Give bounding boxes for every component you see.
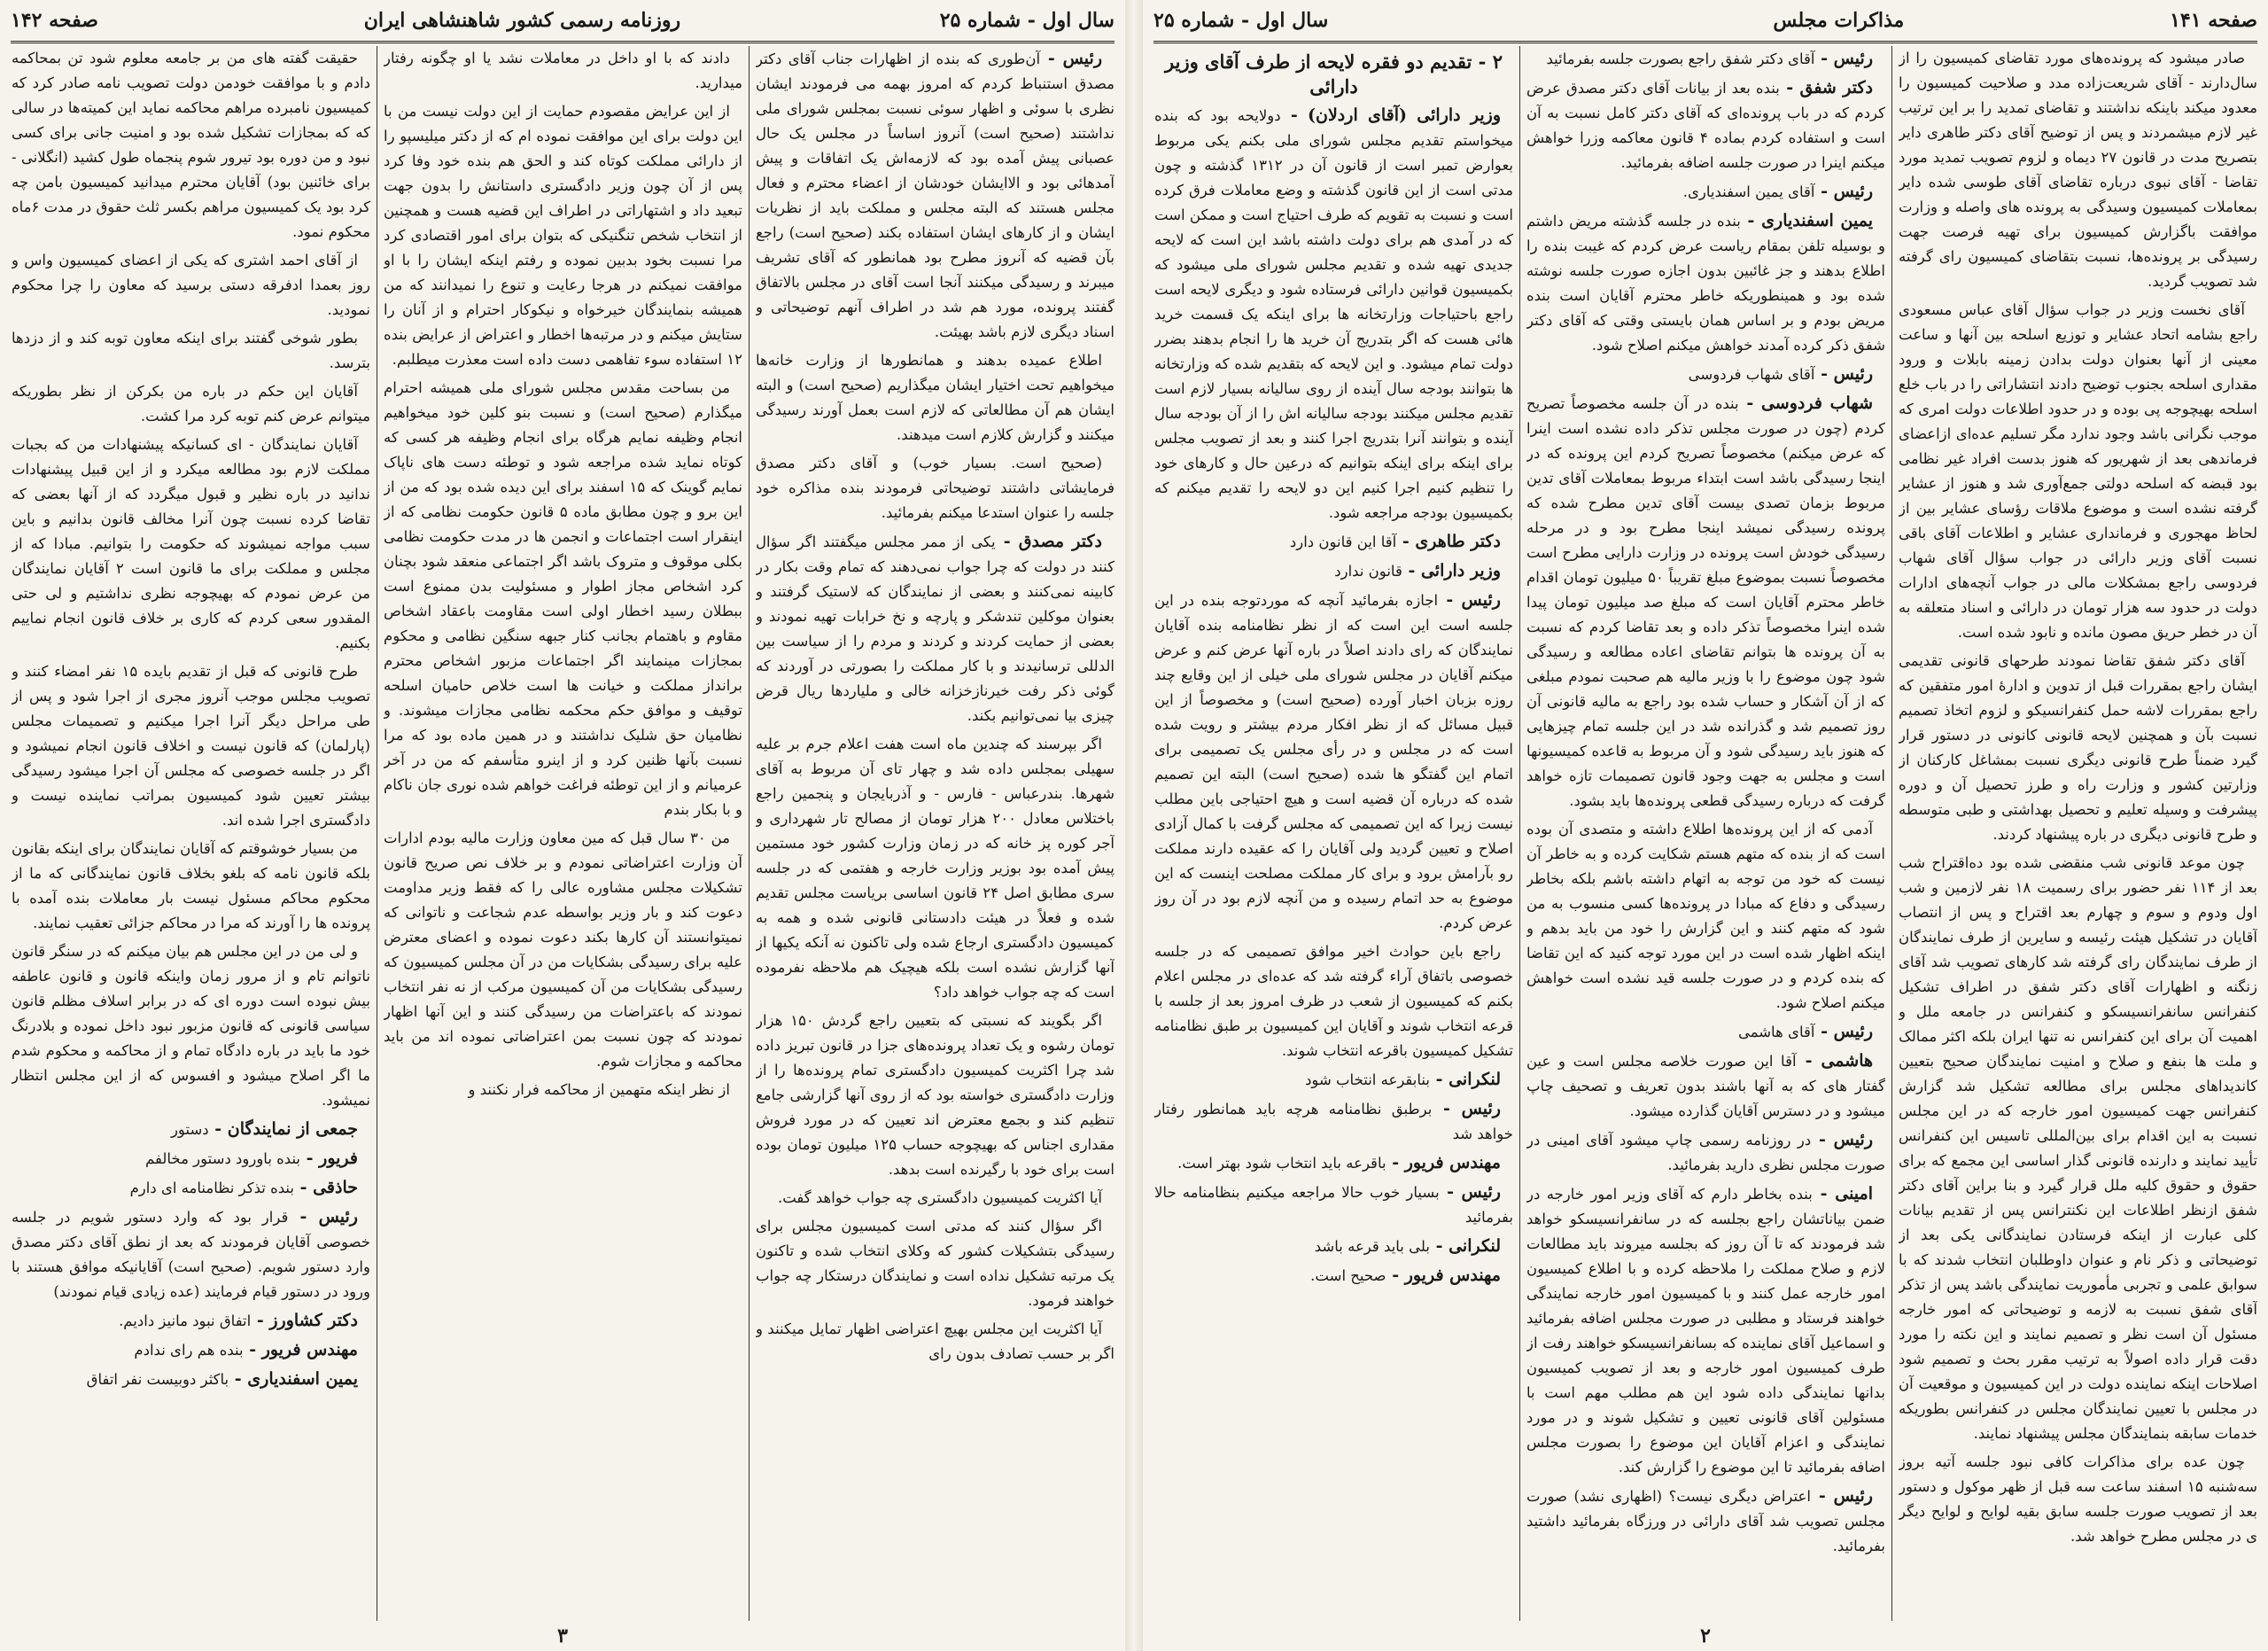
- article-paragraph: [1526, 208, 1885, 358]
- speaker-name: وزیر دارائی (آقای اردلان) -: [1280, 105, 1502, 125]
- paragraph-text: بنابقرعه انتخاب شود: [1305, 1071, 1430, 1088]
- article-paragraph: [12, 379, 370, 429]
- speaker-name: هاشمی -: [1796, 1051, 1874, 1071]
- speaker-name: امینی -: [1812, 1184, 1873, 1203]
- article-paragraph: [12, 1367, 370, 1392]
- paragraph-text: آیا اکثریت این مجلس بهیچ اعتراضی اظهار تمایل میکنند و اگر بر حسب تصادف بدون رای: [756, 1320, 1115, 1362]
- article-paragraph: [384, 46, 742, 96]
- paragraph-text: بنده باورود دستور مخالفم: [145, 1150, 301, 1167]
- paragraph-text: قرار بود که وارد دستور شویم در جلسه خصوصی آقایان فرمودند که بعد از نطق آقای دکتر مصدق وارد دستور شویم. (صحیح است) آقایانیکه موافق هستند با ورود در دستور قیام فرمایند (عده زیادی قیام نمودند): [12, 1209, 370, 1300]
- article-paragraph: [12, 1337, 370, 1363]
- article-paragraph: [1154, 1067, 1513, 1093]
- section-heading: ۲ - تقدیم دو فقره لایحه از طرف آقای وزیر دارائی: [1165, 51, 1503, 97]
- article-paragraph: [384, 1078, 742, 1102]
- paragraph-text: در روزنامه رسمی چاپ میشود آقای امینی در صورت مجلس نظری دارید بفرمائید.: [1526, 1132, 1885, 1173]
- article-paragraph: [1154, 939, 1513, 1063]
- article-paragraph: [1899, 649, 2257, 847]
- article-paragraph: [1154, 1150, 1513, 1176]
- paragraph-text: آقا این صورت خلاصه مجلس است و عین گفتار های که به آنها باشند بدون تعریف و تصحیف چاپ میشود و در دسترس آقایان گذارده میشود.: [1526, 1053, 1885, 1119]
- paragraph-text: دولایحه بود که بنده میخواستم تقدیم مجلس شورای ملی بکنم یکی مربوط بعوارض تمبر است از قانون آن در ۱۳۱۲ گذشته و چون مدتی است از این قانون گذشته و وضع معاملات فرق کرده است و نسبت به تقویم که طرف احتیاج است و ممکن است که در آمدی هم برای دولت داشته باشد این است که لایحه جدیدی تهیه شده و تقدیم مجلس شورای ملی میشود که بکمیسیون قوانین دارائی فرستاده شود و دیگری لایحه است راجع باحتیاجات وزارتخانه ها برای اینکه یک قسمت خرید هائی هست که اگر بتدریج آن خرید ها را انجام بدهند بضرر دولت تمام میشود. و این لایحه که بتقدیم شده که وزارتخانه ها بتوانند بودجه سال آینده از روی سالیانه بسیار لازم است تقدیم مجلس میکنند بودجه سالیانه اش را از آن بودجه سال آینده و بتوانند آنرا بتدریج اجرا کنند و بعد از تصویب مجلس برای اینکه برای اینکه بتوانیم که درعین حال و کارهای خود را تنظیم کنیم اجرا کنیم این دو لایحه را تقدیم میکنم که بکمیسیون بودجه مراجعه شود.: [1154, 107, 1513, 521]
- article-paragraph: [12, 46, 370, 245]
- article-paragraph: [756, 1009, 1115, 1182]
- article-paragraph: [12, 939, 370, 1113]
- speaker-name: رئیس -: [1040, 49, 1102, 68]
- paragraph-text: اجازه بفرمائید آنچه که موردتوجه بنده در این جلسه است این است که از نظر نظامنامه بنده آقایان نمایندگان که رای دادند اصلاً در باره آنها عرض کنم و عرض میکنم آقایان در مجلس شورای ملی خیلی از این وقایع چند روزه بزبان اخبار آورده (صحیح است) و مخصوصاً از این قبیل مسائل که از نظر افکار مردم بیشتر و رویت شده است که در مجلس و در رأی مجلس یک تصمیمی برای اتمام این گفتگو ها شده (صحیح است) البته این تصمیم شده که درباره آن قضیه است و هیچ احتیاجی باین مطلب نیست زیرا که این تصمیمی که مجلس گرفت با کمال آزادی اصلاح و تعیین گردید ولی آقایان را که عقیده دارند مملکت رو بآرامش برود و برای کار مملکت مصلحت اینست که این موضوع به حد اتمام رسیده و من آنچه لازم بود در آن روز عرض کردم.: [1154, 592, 1513, 931]
- speaker-name: دکتر کشاورز -: [251, 1311, 358, 1330]
- paragraph-text: باقرعه باید انتخاب شود بهتر است.: [1177, 1155, 1386, 1172]
- paragraph-text: حقیقت گفته های من بر جامعه معلوم شود تن بمحاکمه دادم و با موافقت خودمن دولت تصویب نامه صادر کرد که کمیسیون نامبرده مراهم محاکمه نماید این کمیته‌ها در سالی که که بمجازات تشکیل شده بود و امنیت جانی برای کسی نبود و من دوره بود تیرور شوم پنجماه طول کشید (انگلانی - برای خائنین بود) آقایان محترم میدانید کمیسیون بامن چه کرد بود یک کمیسیون مراهم بکسر ثلث حقوق در مدت ۶ماه محکوم نمود.: [12, 50, 370, 240]
- speaker-name: رئیس -: [1432, 1099, 1501, 1118]
- speaker-name: مهندس فریور -: [243, 1340, 358, 1359]
- speaker-name: رئیس -: [1814, 182, 1873, 201]
- article-paragraph: [1899, 46, 2257, 294]
- speaker-name: مهندس فریور -: [1386, 1266, 1501, 1285]
- speaker-name: لنکرانی -: [1429, 1070, 1501, 1089]
- speaker-name: رئیس -: [1810, 1486, 1873, 1506]
- paragraph-text: آقا این قانون دارد: [1289, 533, 1397, 550]
- article-paragraph: [1526, 1484, 1885, 1559]
- paragraph-text: بسیار خوب حالا مراجعه میکنیم بنظامنامه حالا بفرمائید: [1154, 1184, 1513, 1226]
- paragraph-text: صادر میشود که پرونده‌های مورد تقاضای کمیسیون را از سال‌دارند - آقای شریعت‌زاده مدد و صلاحیت کمیسیون را معدود میکند باینکه نداشتند و تقاضای تمدید را بر این ترتیب غیر لازم میشمردند و پس از توضیح آقای دکتر طاهری دایر بتصریح مدت در قانون ۲۷ دیماه و لزوم تصویب تمدید مورد تقاضا - آقای نبوی درباره تقاضای آقای طوسی شده دایر بمعاملات کمیسیون وسیدگی به پرونده های واصله و وزارت موافقت باگزارش کمیسیون برای تهیه فرصت جهت رسیدگی بر پرونده‌ها، نسبت بتقاضای کمیسیون رای گرفته شد تصویب گردید.: [1899, 50, 2257, 290]
- article-paragraph: [1154, 588, 1513, 936]
- paragraph-text: اطلاع عمیده بدهند و همانطورها از وزارت خانه‌ها میخواهیم تحت اختیار ایشان میگذاریم (صحیح است) و البته ایشان هم آن مطالعاتی که لازم است بعمل آورند رسیدگی میکنند و گزارش کلازم است میدهند.: [756, 352, 1115, 443]
- paragraph-text: دادند که با او داخل در معاملات نشد یا او چگونه رفتار میدارید.: [384, 50, 742, 91]
- speaker-name: مهندس فریور -: [1386, 1153, 1501, 1172]
- paragraph-text: چون عده برای مذاکرات کافی نبود جلسه آتیه بروز سه‌شنبه ۱۵ اسفند ساعت سه قبل از ظهر موکول و دستور بعد از تصویب صورت جلسه سابق بقیه لوایح و لوایح دیگر ی در مجلس مطرح خواهد شد.: [1899, 1453, 2257, 1545]
- paragraph-text: طرح قانونی که قبل از تقدیم بایده ۱۵ نفر امضاء کنند و تصویب مجلس موجب آنروز مجری از اجرا شود و پس از طی مراحل دیگر آنرا اجرا میکنیم و تصمیمات مجلس (پارلمان) که قانون نیست و اخلاف قانون انجام نمیشود و اگر در جلسه خصوصی که مجلس آن اجرا میشود رسیدگی بیشتر تعیین شود کمیسیون بمراتب نماینده نیست و دادگستری اجرا شده اند.: [12, 663, 370, 829]
- article-paragraph: [12, 1175, 370, 1201]
- article-paragraph: [1526, 362, 1885, 387]
- left-page-number: ۳: [557, 1624, 568, 1647]
- speaker-name: وزیر دارائی -: [1402, 561, 1501, 580]
- article-paragraph: [384, 826, 742, 1074]
- article-paragraph: [12, 659, 370, 833]
- paragraph-text: از آقای احمد اشتری که یکی از اعضای کمیسیون واس و روز بعمدا ادفرقه دستی برسید که معاون را چرا محکوم نمودید.: [12, 252, 370, 318]
- paragraph-text: آقای یمین اسفندیاری.: [1682, 183, 1815, 200]
- speaker-name: دکتر شفق -: [1779, 78, 1873, 97]
- paragraph-text: یکی از ممر مجلس میگفتند اگر سؤال کنند در دولت که چرا جواب نمی‌دهند که تمام وقت بکار در کابینه نمی‌کنند و بعضی از نمایندگان که لاستیک گرفتند و بعنوان موکلین تندشکر و پارچه و نخ خرابات تهیه نمودند و بعضی از حمایت کردند و کردند و مردم را از سیاست بین الدللی ترسانیدند و با کار مملکت را بصورتی در آوردند که گوئی ذکر رفت خیرنازخزانه خالی و ملیاردها ریال قرض چیزی بیا نمی‌توانیم بکند.: [756, 533, 1115, 724]
- speaker-name: رئیس -: [1439, 1182, 1501, 1202]
- speaker-name: حاذقی -: [293, 1178, 358, 1197]
- article-paragraph: [1154, 103, 1513, 526]
- article-paragraph: [756, 348, 1115, 448]
- article-paragraph: [1526, 1127, 1885, 1178]
- article-paragraph: [12, 326, 370, 376]
- paragraph-text: و لی من در این مجلس هم بیان میکنم که در سنگر قانون ناتوانم تام و از مرور زمان واینکه قانون و قانون عاطفه بیش نبوده است دوره ای که در برابر اسلاف مظلم قانون سیاسی قانونی که قانون مزبور نبود داخل نموده و بلادرنگ خود ما باید در باره دادگاه تمام و از محاکمه و محکوم شدم ما اگر اصلاح میشود و افسوس که از این مجلس انتظار نمیشود.: [12, 943, 370, 1109]
- paragraph-text: من بساحت مقدس مجلس شورای ملی همیشه احترام میگذارم (صحیح است) و نسبت بنو کلین خود میخواهیم انجام وظیفه نمایم هرگاه برای انجام وظیفه هر کسی که کوتاه نماید شده مراجعه شود و توطئه دست های ناپاک نمایم گوینک که ۱۵ اسفند برای این دیده شده بود که من از این برو و چون مطابق ماده ۵ قانون حکومت نظامی که از اینقرار است اجتماعات و انجمن ها در مدت حکومت نظامی بکلی موقوف و متروک باشد اگر اجتماعی منعقد شود بچنان کرد اشخاص مجاز اطوار و مسئولیت بدن ممنوع است ببطلان رسید اخطار اولی است مقاومت باعقاد اشخاص مقاوم و باهتمام بجانب کنار جبهه سنگین نظامی و محکوم بمجازات مینمایند اگر اجتماعات مزبور اشخاص محترم برانداز مملکت و خیانت ها است خلاص حامیان اسلحه توقیف و موافق حکم محکمه نظامی مجازات میشوند. و نظامیان حق شلیک نداشتند و در همین ماده بود که مرا نسبت بآنها ظنین کرد و از اینرو متأسفم که من در آخر عرمیانم و از این توطئه فراغت خواهم شده نوری جان ناکام و با بکار بندم: [384, 379, 742, 818]
- paragraph-text: بنده در جلسه گذشته مریض داشتم و بوسیله تلفن بمقام ریاست عرض کردم که غیبت بنده را اطلاع بدهند و جز غائبین بدون اجازه صورت جلسه نوشته شده بود و همینطوریکه خاطر محترم آقایان است بنده مریض بودم و بر اساس همان بایستی وقتی که آقای دکتر شفق ذکر کرده آمدند خواهش میکنم اصلاح شود.: [1526, 213, 1885, 354]
- paragraph-text: چون موعد قانونی شب منقضی شده بود ده‌اقتراح شب بعد از ۱۱۴ نفر حضور برای رسمیت ۱۸ نفر لازمین و شب اول ودوم و سوم و چهارم بعد اقتراح و پس از انتصاب آقایان در تشکیل هیئت رئیسه و سایرین از طرف نمایندگان از طرف نمایندگان رای گرفته شد کارهای تصویب شد آقای زنگنه و اظهارات آقای دکتر شفق در اطراف تشکیل کنفرانس سانفرانسیسکو و کنفرانس در جامعه ملل و اهمیت آن برای این کنفرانس نه تنها ایران بلکه اکثر ممالک و ملت ها بنفع و صلاح و امنیت نمایندگان صحیح بتعیین کاندیداهای مجلس برای مطالعه تشکیل شد گزارش کنفرانس جهت کمیسیون امور خارجه که در این مجلس نسبت به این اقدام برای بین‌المللی تاسیس این کنفرانس تأیید نمایند و دارنده قانونی گذار اساسی این مجمع که برای حقوق و حقوق کلیه ملل قرار گیرد و بنا براین آقای دکتر شفق ازنظر اطلاعات این نکنترانس پس از تقدیم بیانات کلی عبارت از اینکه فرستادن نمایندگانی یکی بعد از توضیحاتی و ذکر نام و عنوان داوطلبان انتخاب شدند که با سوابق علمی و تجربی مأموریت نمایندگی باشد پس از تذکر آقای شفق نسبت به لازمه و توضیحاتی که امور خارجه مسئول آن است نظر و تصمیم نمایند و این نکته را مورد دقت قرار داده اصولاً به ترتیب مقرر بحث و تصمیم شود اصلاحات اینکه نماینده دولت در این کمیسیون و موقعیت آن در مجلس با تعیین نمایندگان مجلس در کنفرانس بطوریکه خدمات سابقه بنمایندگان مجلس پیشنهاد نمایند.: [1899, 854, 2257, 1442]
- article-paragraph: [12, 1204, 370, 1304]
- paragraph-text: اگر بپرسند که چندین ماه است هفت اعلام جرم بر علیه سهیلی بمجلس داده شد و چهار تای آن مربوط به آقای شهرها. بندرعباس - فارس - و آذربایجان و پنجمین راجع باختلاس معادل ۲۰۰ هزار تومان از مصالح تار شهرداری و آجر کوره پز خانه که در زمان وزارت کشور خود مستمین پیش آمده بود بوزیر وزارت خارجه و هفتمی که در جلسه سری مطابق اصل ۲۴ قانون اساسی بریاست مجلس تقدیم شده و فعلاً در هیئت دادستانی قانونی شده و همه به کمیسیون دادگستری ارجاع شده ولی تاکنون نه آنکه یکیها از آنها گزارش نشده است بلکه هیچیک هم ملاحظه نفرموده است که چه جواب خواهد داد؟: [756, 736, 1115, 1001]
- article-paragraph: [1526, 1019, 1885, 1045]
- article-paragraph: [1526, 46, 1885, 72]
- paragraph-text: اعتراض دیگری نیست؟ (اظهاری نشد) صورت مجلس تصویب شد آقای دارائی در ورزگاه بفرمائید داشتید بفرمائید.: [1526, 1488, 1885, 1554]
- right-columns: [1153, 46, 2257, 1621]
- left-header-title: روزنامه رسمی کشور شاهنشاهی ایران: [363, 9, 681, 32]
- left-column-rule-1: [749, 46, 750, 1621]
- article-paragraph: [1154, 1234, 1513, 1259]
- article-paragraph: [1154, 1263, 1513, 1289]
- right-column-2: [1526, 46, 1885, 1621]
- speaker-name: رئیس -: [288, 1207, 358, 1227]
- page-gutter: [1125, 0, 1143, 1651]
- speaker-name: رئیس -: [1438, 590, 1501, 610]
- speaker-name: جمعی از نمایندگان -: [208, 1119, 358, 1139]
- left-column-2: [384, 46, 742, 1621]
- right-page-number: ۲: [1700, 1624, 1711, 1647]
- article-paragraph: [1899, 1450, 2257, 1549]
- article-paragraph: [12, 1146, 370, 1172]
- article-paragraph: [1526, 179, 1885, 205]
- paragraph-text: آیا اکثریت کمیسیون دادگستری چه جواب خواهد گفت.: [777, 1189, 1102, 1206]
- right-column-3: [1154, 46, 1513, 1621]
- speaker-name: رئیس -: [1811, 1130, 1873, 1149]
- speaker-name: لنکرانی -: [1429, 1236, 1501, 1256]
- article-paragraph: [12, 432, 370, 656]
- right-column-rule-1: [1891, 46, 1892, 1621]
- article-paragraph: [12, 1117, 370, 1142]
- article-paragraph: [1526, 817, 1885, 1016]
- left-header-page-label: صفحه ۱۴۲: [11, 9, 98, 32]
- right-column-rule-2: [1519, 46, 1520, 1621]
- paragraph-text: آقایان این حکم در باره من بکرکن از نظر بطوریکه میتوانم عرض کنم توبه کرد مرا کشت.: [12, 383, 370, 424]
- paragraph-text: آقای شهاب فردوسی: [1688, 366, 1815, 383]
- article-paragraph: [384, 99, 742, 372]
- paragraph-text: قانون ندارد: [1334, 563, 1402, 580]
- article-paragraph: [12, 248, 370, 323]
- paragraph-text: دستور: [170, 1121, 209, 1138]
- speaker-name: رئیس -: [1814, 1022, 1873, 1041]
- right-page-header: [1153, 4, 2257, 43]
- paragraph-text: اتفاق نبود مانیز دادیم.: [119, 1312, 252, 1329]
- paragraph-text: آقای دکتر شفق تقاضا نمودند طرحهای قانونی تقدیمی ایشان راجع بمقررات قبل از تدوین و ادارهٔ امور متفقین که راجع بمقررات لاشه حمل کنفرانسیکو و لزوم اتخاذ تصمیم نسبت بآن و همچنین لایحه قانونی کانونی در دستور قرار گیرد ضمناً طرح قانونی دیگری نسبت بمشاغل کارکنان از وزارتین کشور و وزارت راه و طرز تحصیل آن و دوره پیشرفت و وسیله تعلیم و تحصیل بهداشتی و طبی متوسطه و طرح قانونی دیگری در باره پیشنهاد کردند.: [1899, 652, 2257, 843]
- paragraph-text: من ۳۰ سال قبل که مین معاون وزارت مالیه بودم ادارات آن وزارت اعتراضاتی نمودم و بر خلاف نص صریح قانون تشکیلات مجلس مشاوره عالی را که فقط وزیر مداومت دعوت کند و بار وزیر بواسطه عدم شجاعت و ناتوانی که نمیتوانستند آن کارها بکند دعوت نموده و اعضای معترض علیه برای رسیدگی بشکایات من در آن مجلس کمیسیون که رسیدگی بشکایات من آن کمیسیون مرکب از نه نفر انتخاب نمودند که باعتراضات من رسیدگی کنند و این آنها اظهار نمودند که چون نسبت بمن اعتراضاتی نموده اند من باید محاکمه و مجازات شوم.: [384, 829, 742, 1070]
- article-paragraph: [1526, 1181, 1885, 1480]
- left-columns: [11, 46, 1115, 1621]
- paragraph-text: بنده بعد از بیانات آقای دکتر مصدق عرض کردم که در باب پرونده‌ای که آقای دکتر کامل نسبت به آن است و استفاده کردم بماده ۴ قانون معاکمه وزرا خواهش میکنم اینرا در صورت جلسه اضافه بفرمائید.: [1526, 80, 1885, 171]
- paragraph-text: برطبق نظامنامه هرچه باید همانطور رفتار خواهد شد: [1154, 1101, 1513, 1142]
- paragraph-text: اگر بگویند که نسبتی که بتعیین راجع گردش ۱۵۰ هزار تومان رشوه و یک تعداد پرونده‌های جزا در قانون تبریز داده شد چرا اکثریت کمیسیون دادگستری تمام پرونده‌ها را از وزارت دادگستری خواسته بود که از روی آنها گزارشی جامع تنظیم کند و بجمع معترض اند تعیین که در مورد فروش مقداری اجناس که بهیچوجه حساب ۱۲۵ میلیون تومان بوده است برای خود با رگیرنده است بدهد.: [756, 1012, 1115, 1178]
- article-paragraph: [756, 1186, 1115, 1211]
- paragraph-text: آن‌طوری که بنده از اظهارات جناب آقای دکتر مصدق استنباط کردم که امروز بهمه می فرمودند ایشان نظری با سوئی و اظهار سوئی نسبت بمجلس شورای ملی نداشتند (صحیح است) آنروز اساساً در مجلس یک حال عصبانی پیش آمده بود که لازمه‌اش یک اتفاقات و پیش آمدهائی بود و الاایشان خودشان از اعضاء محترم و فعال مجلس هستند که البته مجلس و مملکت باید از نظریات ایشان و از کارهای ایشان استفاده بکند (صحیح است) راجع بآن قضیه که آنروز مطرح بود همانطور که آقای تشریف میبرند و رسیدگی میکنند آنجا است آقای در مجلس بالاتفاق گفتند پرونده، مورد هم شد در اطراف آنهم توضیحاتی و اسناد دیگری لازم باشد بهیئت.: [756, 51, 1115, 340]
- article-paragraph: [384, 376, 742, 822]
- speaker-name: فریور -: [300, 1149, 358, 1168]
- left-column-3: [12, 46, 370, 1621]
- paragraph-text: بنده در آن جلسه مخصوصاً تصریح کردم (چون در صورت مجلس تذکر داده نشده است اینرا که عرض میکنم) مخصوصاً تصریح کردم این پرونده که در اینجا رسیدگی باشد است ابتداء مربوط بمعاملات آقای تدین مربوط بزمان تصدی بیست آقای تدین مطرح شده که پرونده رسیدگی نمیشد اینجا مطرح بود و در مرحله رسیدگی خودش است پرونده در وزارت دارایی مطرح است مخصوصاً نسبت بموضوع مبلغ تقریباً ۵۰ میلیون تومان اقدام خاطر محترم آقایان است که مبلغ صد میلیون تومان پیدا شده اینرا مخصوصاً تذکر داده و بعد تقاضا کردم که نسبت به آن پرونده ها بتوانم تقاضای اعاده مطالعه و رسیدگی شود چون موضوع را با وزیر مالیه هم صحبت نمودم مبلغی که از آن آشکار و حساب شده بود راجع به مالیه قانونی آن روز تصمیم شد و گذرانده شد در این جلسه تمام چیزهایی که هنوز باید رسیدگی شود و آن مربوط به قاعده کمیسیونها است و مجلس به جهت وجود قانون تصمیمات تازه خواهد گرفت که درباره رسیدگی قطعی پرونده‌ها باید بشود.: [1526, 395, 1885, 809]
- article-paragraph: [1526, 1048, 1885, 1124]
- paragraph-text: آقای هاشمی: [1737, 1024, 1815, 1040]
- left-page-header: [11, 4, 1115, 43]
- speaker-name: دکتر طاهری -: [1396, 532, 1501, 551]
- article-paragraph: [12, 837, 370, 936]
- article-paragraph: [756, 529, 1115, 728]
- article-paragraph: [756, 1317, 1115, 1367]
- paragraph-text: راجع باین حوادث اخیر موافق تصمیمی که در جلسه خصوصی باتفاق آراء گرفته شد که عده‌ای در مجلس اعلام بکنم که کمیسیون از شعب در ظرف امروز بعد از جلسه با قرعه انتخاب شوند و آقایان این کمیسیون بر طبق نظامنامه تشکیل کمیسیون باقرعه انتخاب شوند.: [1154, 943, 1513, 1059]
- article-paragraph: [756, 732, 1115, 1005]
- speaker-name: دکتر مصدق -: [995, 532, 1102, 551]
- paragraph-text: بنده هم رای ندادم: [134, 1342, 244, 1359]
- right-header-issue: سال اول - شماره ۲۵: [1153, 9, 1329, 32]
- article-paragraph: [1899, 851, 2257, 1446]
- article-paragraph: [1526, 391, 1885, 814]
- paragraph-text: از نظر اینکه متهمین از محاکمه فرار نکنند و: [468, 1081, 730, 1098]
- paragraph-text: اگر سؤال کنند که مدتی است کمیسیون مجلس برای رسیدگی بتشکیلات کشور که وکلای انتخاب شده و تاکنون یک مرتبه تشکیل نداده است و نمایندگان درستکار چه جواب خواهند فرمود.: [756, 1218, 1115, 1309]
- speaker-name: یمین اسفندیاری -: [229, 1369, 358, 1389]
- paragraph-text: من بسیار خوشوقتم که آقایان نمایندگان برای اینکه بقانون بلکه قانون نامه که بلغو بخلاف قانون نمایندگانی که ما از محکوم محاکم مسئول نیست بار معاملات بنده آمده با پرونده ها را آورند که مرا در محاکم جزائی تعقیب نمایند.: [12, 840, 370, 931]
- article-paragraph: [1899, 298, 2257, 645]
- article-paragraph: [1154, 558, 1513, 584]
- paragraph-text: آقای دکتر شفق راجع بصورت جلسه بفرمائید: [1546, 51, 1815, 67]
- right-header-page-label: صفحه ۱۴۱: [2170, 9, 2257, 32]
- article-paragraph: [756, 1214, 1115, 1313]
- paragraph-text: بنده بخاطر دارم که آقای وزیر امور خارجه در ضمن بیاناتشان راجع بجلسه که در سانفرانسیسکو خواهد شد فرمودند که تا آن روز که بجلسه میروند باید مطالعات لازم و صلاح مملکت را ملاحظه کرده و با اطلاع کمیسیون امور خارجه عمل کنند و با کمیسیون امور خارجه نمایندگی خواهند فرستاد و مطلبی در صورت مجلس اضافه بفرمائید و اسماعیل آقای نماینده که بسانفرانسیسکو خواهند رفت از طرف کمیسیون امور خارجه و بعد از تصویب کمیسیون بدانها نمایندگی داده شود این هم مطلب مهم است با مسئولین آقای قانونی تعیین و تشکیل شوند و در مورد نمایندگی و اعزام آقایان این موضوع را بصورت مجلس اضافه بفرمائید تا این موضوع را گزارش کند.: [1526, 1186, 1885, 1476]
- paragraph-text: آدمی که از این پرونده‌ها اطلاع داشته و متصدی آن بوده است که از بنده که متهم هستم شکایت کرده و به خاطر آن نیست که خود من توجه به اتهام داشته باشم بلکه بخاطر رسیدگی و دفاع که مبادا در پرونده‌ها کسی منسوب به من شود که متهم کنند و این گزارش را خود من باید بدهم و اینکه اظهار شده است در این مورد توجه کنید که این تقاضا که بنده کردم و در صورت جلسه قید نشده است خواهش میکنم اصلاح شود.: [1526, 821, 1885, 1011]
- article-paragraph: [1154, 1180, 1513, 1230]
- article-paragraph: [1154, 529, 1513, 555]
- paragraph-text: باکثر دوبیست نفر اتفاق: [86, 1371, 229, 1388]
- speaker-name: شهاب فردوسی -: [1738, 393, 1873, 413]
- right-header-title: مذاکرات مجلس: [1773, 9, 1905, 32]
- right-newspaper-page: [1143, 0, 2268, 1651]
- paragraph-text: آقایان نمایندگان - ای کسانیکه پیشنهادات من که بجبات مملکت لازم بود مطالعه میکرد و از این قبیل پیشنهادات ندانید در باره نظیر و قبول میگردد که از آنها بعضی که تقاضا کرده نسبت چون آنرا مخالف قانون بدانیم و باین سبب مواجه نمیشوند که حکومت را بتوانیم. مبادا که از مجلس و مملکت برای ما قانون است ۲ آقایان نمایندگان من عرض نمودم که بهیچوجه نظری نداشتیم و لی حتی المقدور سعی کردم که کاری بر خلاف قانون انجام نماییم بکنیم.: [12, 436, 370, 651]
- article-paragraph: [1526, 75, 1885, 175]
- paragraph-text: از این عرایض مقصودم حمایت از این دولت نیست من با این دولت برای این موافقت نموده ام که از دکتر میلیسپو را از دارائی مملکت کوتاه کند و الحق هم بنده خود وفا کرد پس از آن چون وزیر دادگستری داستانش را بدون جهت تبعید داد و اشتهاراتی در اطراف این قضیه هست و همچنین از انتخاب شخص تنگنیکی که بتوان برای امور اقتصادی کرد مرا نسبت بخود بدبین نموده و رفتم اینکه ایشان را با او موافقت نمیکنم در هرجا رعایت و تنوع را نمیدانند که من همیشه بنمایندگان خیرخواه و نیکوکار احترام و از آنان را ستایش میکنم و در مرتبه‌ها اخطار و اعتراض از عرایض بنده ۱۲ استفاده سوء تفاهمی دست داده است معذرت میطلبم.: [384, 103, 742, 368]
- left-column-1: [756, 46, 1115, 1621]
- article-paragraph: [756, 451, 1115, 526]
- article-paragraph: [12, 1308, 370, 1334]
- right-column-1: [1899, 46, 2257, 1621]
- speaker-name: یمین اسفندیاری -: [1740, 211, 1873, 230]
- paragraph-text: (صحیح است. بسیار خوب) و آقای دکتر مصدق فرمایشاتی داشتند توضیحاتی فرمودند بنده مذاکره خود جلسه را عنوان استدعا میکنم بفرمائید.: [756, 455, 1115, 521]
- paragraph-text: صحیح است.: [1310, 1267, 1386, 1284]
- left-newspaper-page: [0, 0, 1125, 1651]
- article-paragraph: [1154, 1096, 1513, 1147]
- left-header-issue: سال اول - شماره ۲۵: [939, 9, 1115, 32]
- speaker-name: رئیس -: [1814, 49, 1873, 68]
- paragraph-text: بنده تذکر نظامنامه ای دارم: [129, 1180, 294, 1196]
- article-paragraph: [756, 46, 1115, 345]
- paragraph-text: بطور شوخی گفتند برای اینکه معاون توبه کند و از دزدها بترسد.: [12, 330, 370, 371]
- paragraph-text: بلی باید قرعه باشد: [1314, 1238, 1430, 1255]
- paragraph-text: آقای نخست وزیر در جواب سؤال آقای عباس مسعودی راجع بشامه اتحاد عشایر و توزیع اسلحه بین آنها و ساعت معینی از آنها بعنوان دولت بدادن زمینه بابلات و ورود مقداری اسلحه بجنوب توضیح دادند انتشاراتی را در باب خلع اسلحه بهیچوجه پی بوده و در حدود اطلاعات دولت امری که موجب نگرانی باشد وجود ندارد مگر تسلیم عده‌ای ازاعضای فرماندهی بعد از شهریور که هنوز بدست افراد غیر نظامی بود قبضه که اسلحه دولتی جمع‌آوری شد و هنوز از عشایر گرفته نشده است و موضوع ملاقات رؤسای عشایر بین از لحاظ مهجوری و فرمانداری عشایر و اطلاعات آقای باقی نسبت آقای وزیر دارائی در جواب سؤال آقای شهاب فردوسی راجع بمشکلات مالی در جواب آنچه‌های ادارات دولت در حدود سه هزار تومان در دارائی و اسناد متعلقه به آن در خطر حریق مصون مانده و نابود شده است.: [1899, 301, 2257, 641]
- speaker-name: رئیس -: [1814, 364, 1873, 384]
